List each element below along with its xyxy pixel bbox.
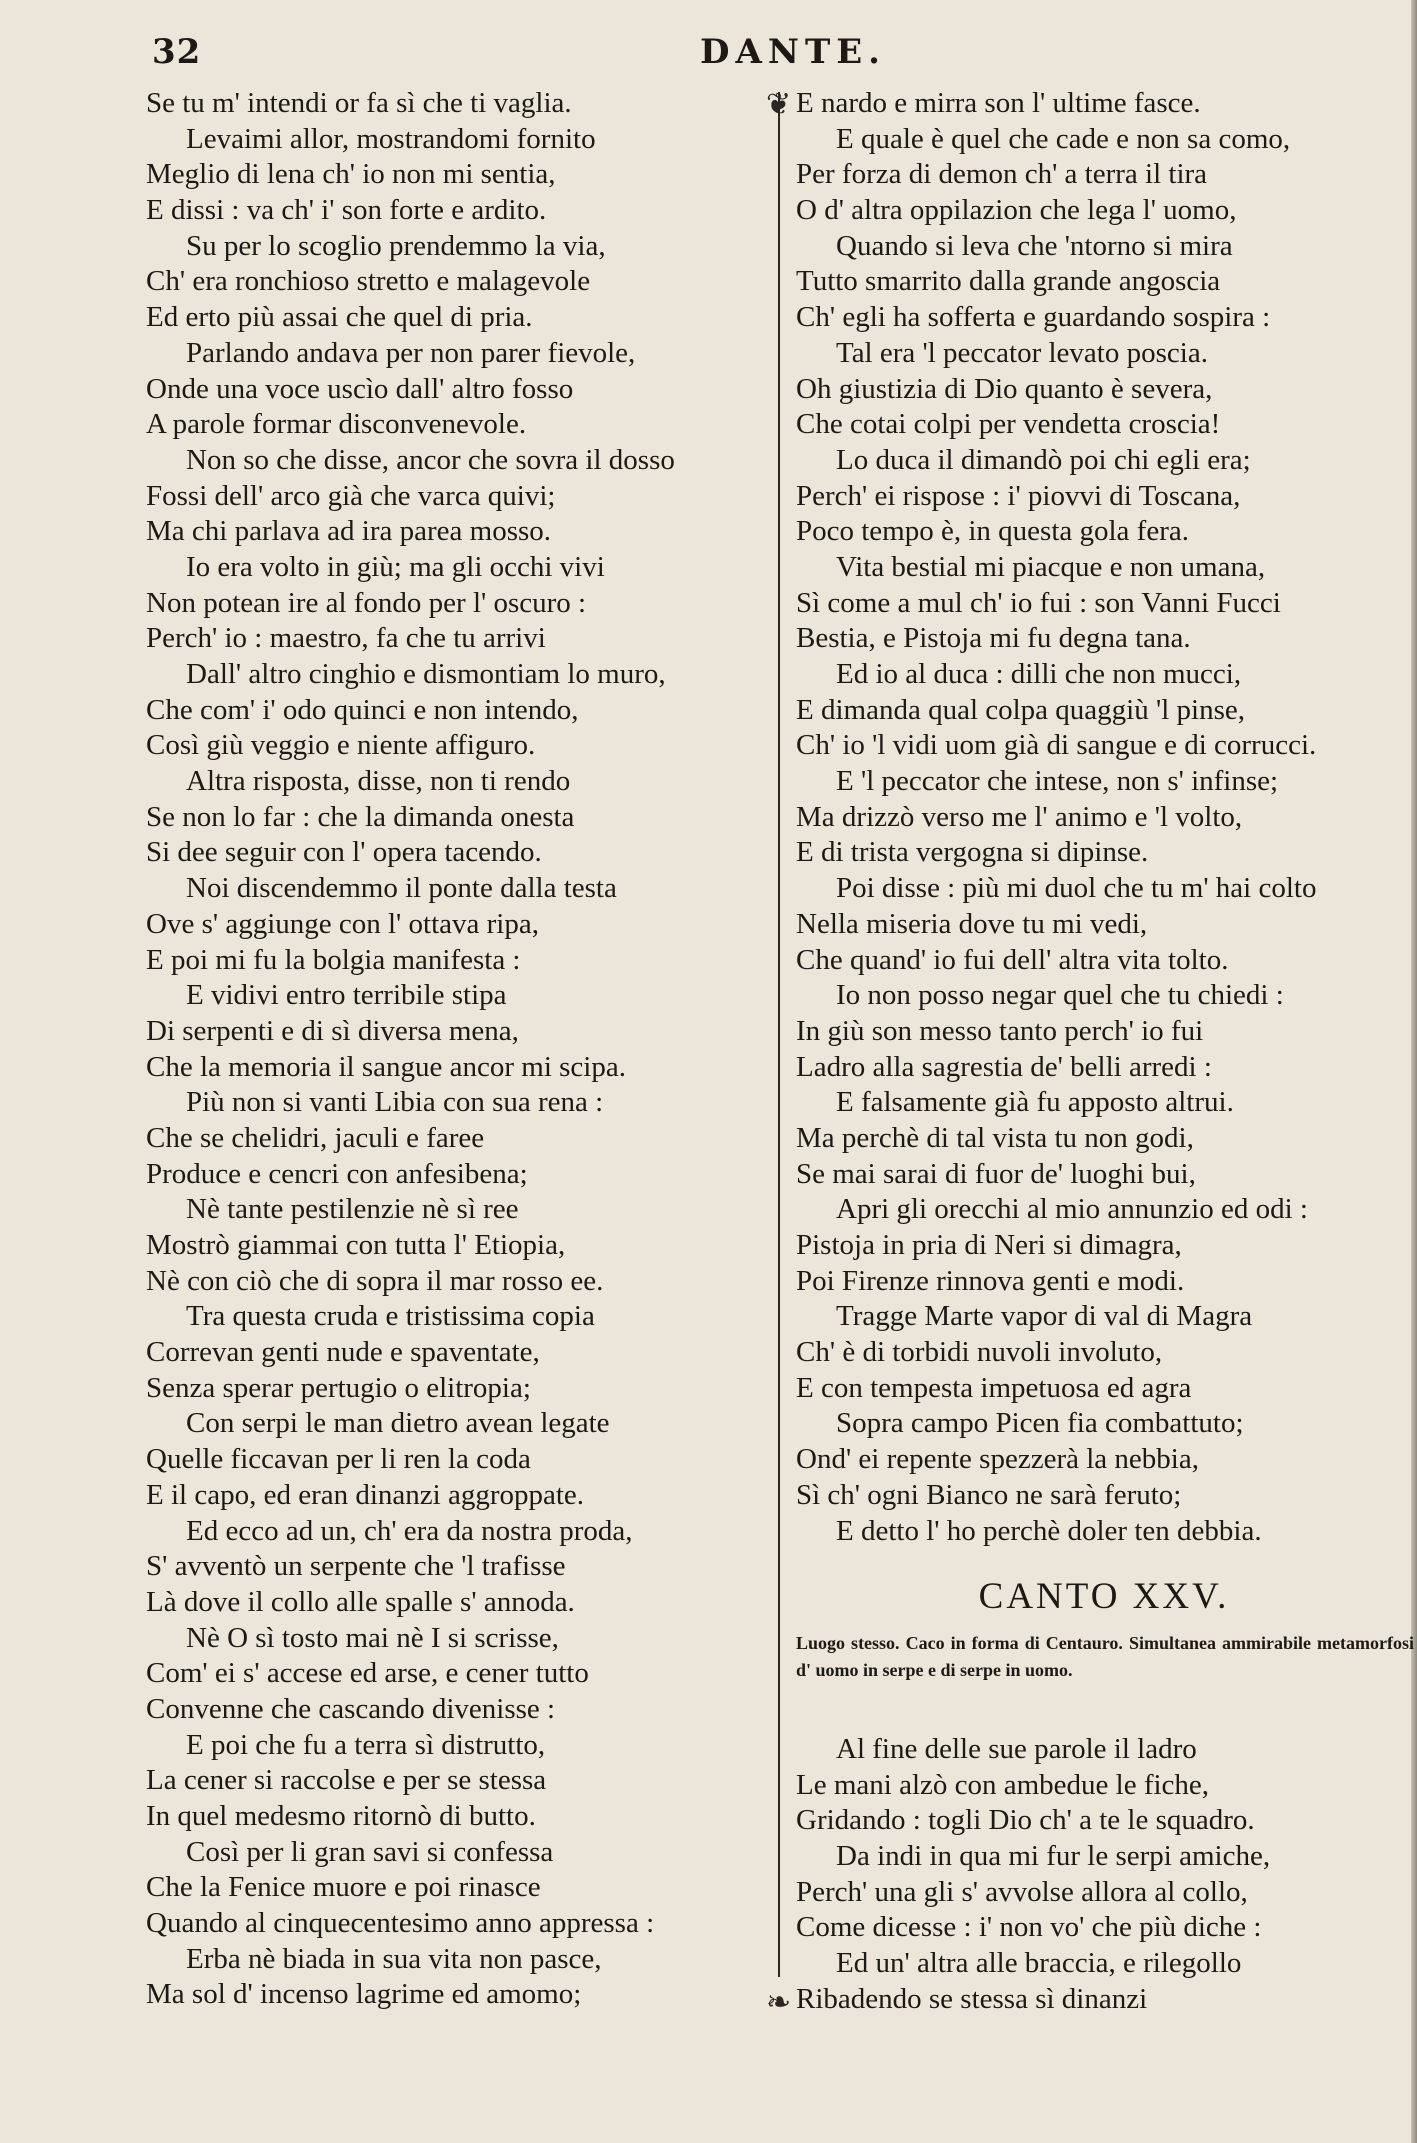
verse-line: Sì come a mul ch' io fui : son Vanni Fucci bbox=[796, 586, 1281, 619]
verse-line: Che la memoria il sangue ancor mi scipa. bbox=[146, 1050, 626, 1083]
verse-line: O d' altra oppilazion che lega l' uomo, bbox=[796, 194, 1237, 227]
verse-line: Altra risposta, disse, non ti rendo bbox=[186, 765, 571, 798]
verse-line: In giù son messo tanto perch' io fui bbox=[796, 1014, 1204, 1047]
verse-line: Tal era 'l peccator levato poscia. bbox=[836, 336, 1208, 369]
right-column bbox=[796, 86, 1412, 1549]
verse-line: Nè tante pestilenzie nè sì ree bbox=[186, 1193, 519, 1226]
verse-line: E di trista vergogna si dipinse. bbox=[796, 836, 1149, 869]
verse-line: Io era volto in giù; ma gli occhi vivi bbox=[186, 550, 605, 583]
verse-line: Quando si leva che 'ntorno si mira bbox=[836, 229, 1233, 262]
verse-line: Ma chi parlava ad ira parea mosso. bbox=[146, 515, 552, 548]
verse-line: A parole formar disconvenevole. bbox=[146, 408, 527, 441]
verse-line: Levaimi allor, mostrandomi fornito bbox=[186, 122, 596, 155]
verse-line: Così giù veggio e niente affiguro. bbox=[146, 729, 536, 762]
verse-line: Ed erto più assai che quel di pria. bbox=[146, 301, 533, 334]
verse-line: Sopra campo Picen fia combattuto; bbox=[836, 1407, 1244, 1440]
verse-line: Le mani alzò con ambedue le fiche, bbox=[796, 1768, 1210, 1801]
verse-line: Fossi dell' arco già che varca quivi; bbox=[146, 479, 556, 512]
canto-opening-verses bbox=[796, 1732, 1412, 2018]
verse-line: Pistoja in pria di Neri si dimagra, bbox=[796, 1229, 1182, 1261]
verse-line: Quelle ficcavan per li ren la coda bbox=[146, 1443, 531, 1476]
verse-line: Sì ch' ogni Bianco ne sarà feruto; bbox=[796, 1478, 1182, 1511]
verse-line: E detto l' ho perchè doler ten debbia. bbox=[836, 1514, 1262, 1547]
verse-line: Da indi in qua mi fur le serpi amiche, bbox=[836, 1840, 1271, 1873]
verse-line: E vidivi entro terribile stipa bbox=[186, 979, 507, 1012]
verse-line: Onde una voce uscìo dall' altro fosso bbox=[146, 372, 574, 405]
verse-line: Se tu m' intendi or fa sì che ti vaglia. bbox=[146, 87, 572, 119]
verse-line: Non potean ire al fondo per l' oscuro : bbox=[146, 586, 587, 619]
verse-line: Tragge Marte vapor di val di Magra bbox=[836, 1300, 1253, 1333]
verse-line: Ed un' altra alle braccia, e rilegollo bbox=[836, 1947, 1242, 1980]
verse-line: Tutto smarrito dalla grande angoscia bbox=[796, 265, 1221, 298]
verse-line: Com' ei s' accese ed arse, e cener tutto bbox=[146, 1657, 589, 1690]
verse-line: Che la Fenice muore e poi rinasce bbox=[146, 1871, 541, 1904]
verse-line: Perch' una gli s' avvolse allora al collo, bbox=[796, 1875, 1248, 1908]
verse-line: Se mai sarai di fuor de' luoghi bui, bbox=[796, 1157, 1196, 1190]
verse-line: Là dove il collo alle spalle s' annoda. bbox=[146, 1585, 575, 1618]
verse-line: Tra questa cruda e tristissima copia bbox=[186, 1300, 595, 1333]
verse-line: Nè O sì tosto mai nè I si scrisse, bbox=[186, 1621, 559, 1654]
verse-line: Ch' io 'l vidi uom già di sangue e di corrucci. bbox=[796, 729, 1317, 762]
verse-line: Poi Firenze rinnova genti e modi. bbox=[796, 1264, 1185, 1297]
verse-line: Convenne che cascando divenisse : bbox=[146, 1692, 556, 1725]
verse-line: Ove s' aggiunge con l' ottava ripa, bbox=[146, 907, 539, 940]
verse-line: E dimanda qual colpa quaggiù 'l pinse, bbox=[796, 693, 1245, 726]
bottom-fleuron-ornament-icon: ❧ bbox=[766, 1985, 792, 2020]
verse-line: Ribadendo se stessa sì dinanzi bbox=[796, 1982, 1148, 2015]
verse-line: Vita bestial mi piacque e non umana, bbox=[836, 550, 1266, 583]
verse-line: Oh giustizia di Dio quanto è severa, bbox=[796, 372, 1213, 405]
verse-line: Gridando : togli Dio ch' a te le squadro. bbox=[796, 1804, 1255, 1837]
left-column bbox=[146, 86, 772, 2013]
verse-line: Lo duca il dimandò poi chi egli era; bbox=[836, 443, 1251, 476]
canto-summary: Luogo stesso. Caco in forma di Centauro. Simultanea ammirabile metamorfosi d' uomo in serpe e di serpe in uomo. bbox=[796, 1633, 1414, 1680]
page-number: 32 bbox=[152, 32, 202, 72]
verse-line: Se non lo far : che la dimanda onesta bbox=[146, 800, 575, 833]
verse-line: Noi discendemmo il ponte dalla testa bbox=[186, 872, 617, 905]
verse-line: Parlando andava per non parer fievole, bbox=[186, 336, 636, 369]
verse-line: Ed io al duca : dilli che non mucci, bbox=[836, 658, 1242, 690]
running-head: DANTE. bbox=[700, 32, 886, 72]
verse-line: Ma sol d' incenso lagrime ed amomo; bbox=[146, 1978, 582, 2011]
verse-line: Quando al cinquecentesimo anno appressa : bbox=[146, 1907, 655, 1940]
verse-line: Che quand' io fui dell' altra vita tolto. bbox=[796, 943, 1229, 976]
verse-line: In quel medesmo ritornò di butto. bbox=[146, 1800, 536, 1832]
verse-line: E il capo, ed eran dinanzi aggroppate. bbox=[146, 1478, 585, 1511]
verse-line: Ch' è di torbidi nuvoli involuto, bbox=[796, 1336, 1163, 1369]
verse-line: Nè con ciò che di sopra il mar rosso ee. bbox=[146, 1264, 604, 1297]
verse-line: La cener si raccolse e per se stessa bbox=[146, 1764, 547, 1797]
verse-line: Senza sperar pertugio o elitropia; bbox=[146, 1371, 531, 1404]
verse-line: Io non posso negar quel che tu chiedi : bbox=[836, 979, 1284, 1012]
verse-line: E nardo e mirra son l' ultime fasce. bbox=[796, 87, 1201, 119]
verse-line: Ladro alla sagrestia de' belli arredi : bbox=[796, 1050, 1212, 1083]
top-fleuron-ornament-icon: ❦ bbox=[766, 87, 792, 122]
verse-line: Ed ecco ad un, ch' era da nostra proda, bbox=[186, 1514, 633, 1547]
canto-title: CANTO XXV. bbox=[978, 1576, 1230, 1617]
verse-line: Perch' io : maestro, fa che tu arrivi bbox=[146, 622, 546, 655]
verse-line: Ch' egli ha sofferta e guardando sospira : bbox=[796, 301, 1271, 334]
column-divider-rule bbox=[778, 92, 780, 1977]
verse-line: E 'l peccator che intese, non s' infinse; bbox=[836, 765, 1279, 798]
verse-line: Bestia, e Pistoja mi fu degna tana. bbox=[796, 622, 1191, 655]
verse-line: Poco tempo è, in questa gola fera. bbox=[796, 515, 1189, 548]
verse-line: Ch' era ronchioso stretto e malagevole bbox=[146, 265, 591, 298]
verse-line: Non so che disse, ancor che sovra il dosso bbox=[186, 443, 675, 476]
verse-line: Per forza di demon ch' a terra il tira bbox=[796, 158, 1208, 191]
verse-line: Nella miseria dove tu mi vedi, bbox=[796, 907, 1148, 940]
verse-line: Di serpenti e di sì diversa mena, bbox=[146, 1014, 519, 1047]
verse-line: Meglio di lena ch' io non mi sentia, bbox=[146, 158, 556, 191]
verse-line: Apri gli orecchi al mio annunzio ed odi : bbox=[836, 1193, 1308, 1226]
verse-line: Su per lo scoglio prendemmo la via, bbox=[186, 229, 606, 262]
verse-line: Che com' i' odo quinci e non intendo, bbox=[146, 693, 579, 726]
verse-line: Produce e cencri con anfesibena; bbox=[146, 1157, 528, 1190]
verse-line: Ma perchè di tal vista tu non godi, bbox=[796, 1121, 1194, 1154]
verse-line: E falsamente già fu apposto altrui. bbox=[836, 1086, 1234, 1119]
verse-line: Ma drizzò verso me l' animo e 'l volto, bbox=[796, 800, 1243, 833]
verse-line: E poi mi fu la bolgia manifesta : bbox=[146, 943, 521, 976]
verse-line: Ond' ei repente spezzerà la nebbia, bbox=[796, 1443, 1199, 1476]
verse-line: Si dee seguir con l' opera tacendo. bbox=[146, 836, 542, 869]
verse-line: E dissi : va ch' i' son forte e ardito. bbox=[146, 194, 547, 227]
verse-line: Perch' ei rispose : i' piovvi di Toscana, bbox=[796, 479, 1241, 512]
verse-line: Erba nè biada in sua vita non pasce, bbox=[186, 1942, 602, 1975]
verse-line: Che se chelidri, jaculi e faree bbox=[146, 1121, 485, 1154]
verse-line: Così per li gran savi si confessa bbox=[186, 1835, 554, 1868]
verse-line: Al fine delle sue parole il ladro bbox=[836, 1733, 1197, 1765]
verse-line: E quale è quel che cade e non sa como, bbox=[836, 122, 1291, 155]
verse-line: Mostrò giammai con tutta l' Etiopia, bbox=[146, 1229, 566, 1261]
verse-line: Poi disse : più mi duol che tu m' hai colto bbox=[836, 872, 1317, 905]
verse-line: Dall' altro cinghio e dismontiam lo muro, bbox=[186, 658, 666, 690]
verse-line: E poi che fu a terra sì distrutto, bbox=[186, 1728, 546, 1761]
verse-line: Correvan genti nude e spaventate, bbox=[146, 1336, 540, 1369]
verse-line: Come dicesse : i' non vo' che più diche : bbox=[796, 1911, 1262, 1944]
verse-line: Con serpi le man dietro avean legate bbox=[186, 1407, 610, 1440]
verse-line: E con tempesta impetuosa ed agra bbox=[796, 1371, 1192, 1404]
verse-line: Più non si vanti Libia con sua rena : bbox=[186, 1086, 604, 1119]
verse-line: Che cotai colpi per vendetta croscia! bbox=[796, 408, 1221, 441]
verse-line: S' avventò un serpente che 'l trafisse bbox=[146, 1550, 566, 1583]
